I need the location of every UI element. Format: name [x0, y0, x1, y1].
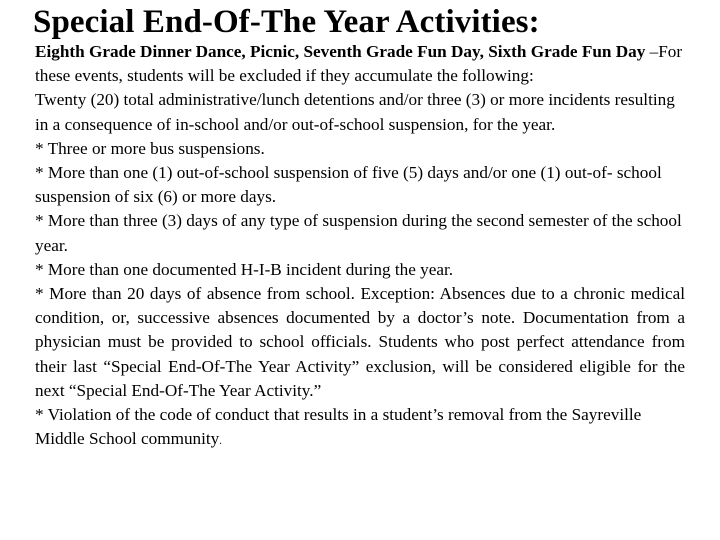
- bullet-item: * More than three (3) days of any type of suspension during the second semester of the school year.: [35, 211, 682, 255]
- bullet-item: * More than one (1) out-of-school suspension of five (5) days and/or one (1) out-of- school suspension of six (6) or more days.: [35, 163, 662, 207]
- trailing-period: .: [219, 436, 222, 448]
- bullet-item: * Three or more bus suspensions.: [35, 138, 265, 158]
- intro-lead: –For these events, students will be excluded if they accumulate the following:: [35, 42, 683, 86]
- intro-paragraph: [35, 40, 685, 88]
- bullet-item-last: [35, 403, 685, 454]
- bullet-item: * More than 20 days of absence from school. Exception: Absences due to a chronic medical condition, or, successive absences documented by a doctor’s note. Documentation from a physician must be provided to school officials. Students who post perfect attendance from their last “Special End-Of-The Year Activity” exclusion, will be considered eligible for the next “Special End-Of-The Year Activity.”: [35, 284, 685, 400]
- slide-body: [35, 40, 685, 454]
- criterion-paragraph: Twenty (20) total administrative/lunch detentions and/or three (3) or more incidents resulting in a consequence of in-school and/or out-of-school suspension, for the year.: [35, 90, 675, 134]
- event-list: Eighth Grade Dinner Dance, Picnic, Seventh Grade Fun Day, Sixth Grade Fun Day: [35, 42, 646, 61]
- bullet-item-text: * Violation of the code of conduct that results in a student’s removal from the Sayreville Middle School community: [35, 405, 642, 449]
- bullet-item: * More than one documented H-I-B incident during the year.: [35, 259, 454, 279]
- slide-title: Special End-Of-The Year Activities:: [33, 4, 540, 40]
